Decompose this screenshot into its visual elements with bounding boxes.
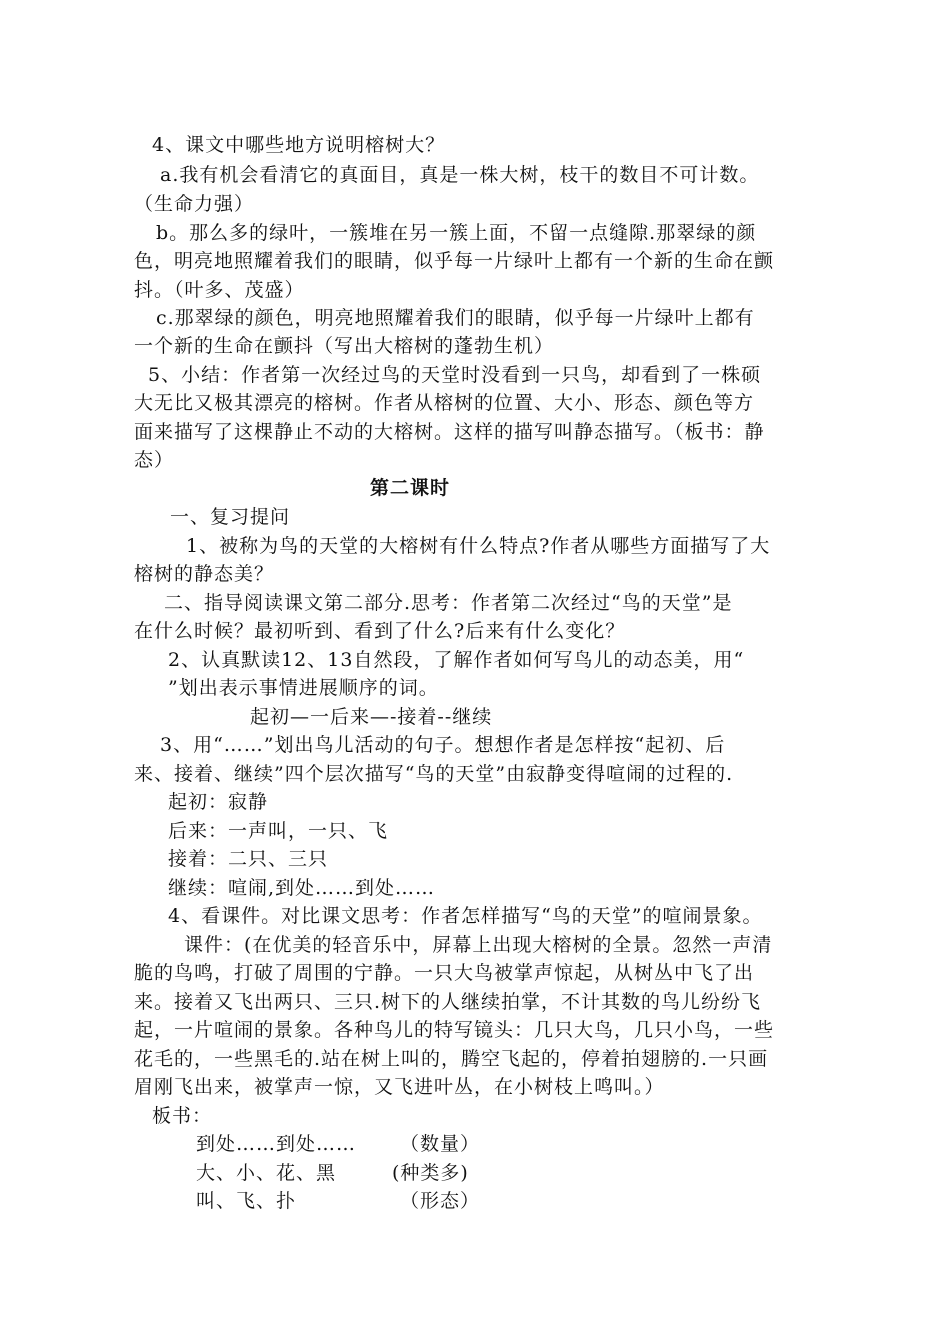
stage-later: 后来：一声叫，一只、飞: [168, 820, 389, 842]
answer-c-line-2: 一个新的生命在颤抖（写出大榕树的蓬勃生机）: [134, 335, 555, 357]
summary-line-2: 大无比又极其漂亮的榕树。作者从榕树的位置、大小、形态、颜色等方: [134, 392, 755, 414]
review-heading: 一、复习提问: [170, 506, 291, 528]
courseware-line-1: 课件：(在优美的轻音乐中，屏幕上出现大榕树的全景。忽然一声清: [184, 934, 773, 956]
courseware-line-5: 花毛的，一些黑毛的.站在树上叫的，腾空飞起的，停着拍翅膀的.一只画: [134, 1048, 769, 1070]
answer-b-line-2: 色，明亮地照耀着我们的眼睛，似乎每一片绿叶上都有一个新的生命在颤: [134, 250, 775, 272]
section-heading: 第二课时: [370, 477, 451, 499]
stage-initial: 起初：寂静: [168, 791, 269, 813]
stage-next: 接着：二只、三只: [168, 848, 329, 870]
courseware-line-3: 来。接着又飞出两只、三只.树下的人继续拍掌，不计其数的鸟儿纷纷飞: [134, 991, 762, 1013]
summary-line-1: 5、小结：作者第一次经过鸟的天堂时没看到一只鸟，却看到了一株硕: [148, 364, 762, 386]
task-3-line-2: 来、接着、继续”四个层次描写“鸟的天堂”由寂静变得喧闹的过程的.: [134, 763, 734, 785]
task-4: 4、看课件。对比课文思考：作者怎样描写“鸟的天堂”的喧闹景象。: [168, 905, 763, 927]
question-4: 4、课文中哪些地方说明榕树大？: [152, 134, 446, 156]
board-row-3-left: 叫、飞、扑: [196, 1190, 297, 1212]
board-row-1-right: （数量）: [400, 1133, 481, 1155]
board-row-3-right: （形态）: [400, 1190, 481, 1212]
sequence-words: 起初—一后来—-接着--继续: [250, 706, 493, 728]
board-row-1-left: 到处……到处……: [196, 1133, 357, 1155]
task-2-line-2: ”划出表示事情进展顺序的词。: [168, 677, 439, 699]
task-3-line-1: 3、用“……”划出鸟儿活动的句子。想想作者是怎样按“起初、后: [160, 734, 726, 756]
courseware-line-2: 脆的鸟鸣，打破了周围的宁静。一只大鸟被掌声惊起，从树丛中飞了出: [134, 962, 755, 984]
answer-a-line-2: （生命力强）: [134, 193, 255, 215]
summary-line-3: 面来描写了这棵静止不动的大榕树。这样的描写叫静态描写。（板书：静: [134, 421, 765, 443]
answer-b-line-3: 抖。（叶多、茂盛）: [134, 279, 305, 301]
answer-c-line-1: c.那翠绿的颜色，明亮地照耀着我们的眼睛，似乎每一片绿叶上都有: [156, 307, 755, 329]
courseware-line-4: 起，一片喧闹的景象。各种鸟儿的特写镜头：几只大鸟，几只小鸟，一些: [134, 1019, 775, 1041]
review-q1-line-2: 榕树的静态美？: [134, 563, 275, 585]
review-q1-line-1: 1、被称为鸟的天堂的大榕树有什么特点?作者从哪些方面描写了大: [186, 535, 771, 557]
guide-line-2: 在什么时候？最初听到、看到了什么?后来有什么变化？: [134, 620, 626, 642]
stage-continue: 继续：喧闹,到处……到处……: [168, 877, 436, 899]
answer-a-line-1: a.我有机会看清它的真面目，真是一株大树，枝干的数目不可计数。: [160, 164, 760, 186]
courseware-line-6: 眉刚飞出来，被掌声一惊，又飞进叶丛，在小树枝上鸣叫。）: [134, 1076, 665, 1098]
board-row-2-left: 大、小、花、黑: [196, 1162, 337, 1184]
answer-b-line-1: b。那么多的绿叶，一簇堆在另一簇上面，不留一点缝隙.那翠绿的颜: [156, 222, 757, 244]
board-row-2-right: (种类多): [392, 1162, 469, 1184]
guide-line-1: 二、指导阅读课文第二部分.思考：作者第二次经过“鸟的天堂”是: [164, 592, 733, 614]
task-2-line-1: 2、认真默读12、13自然段，了解作者如何写鸟儿的动态美，用“: [168, 649, 745, 671]
board-label: 板书：: [152, 1105, 213, 1127]
summary-line-4: 态）: [134, 449, 175, 471]
